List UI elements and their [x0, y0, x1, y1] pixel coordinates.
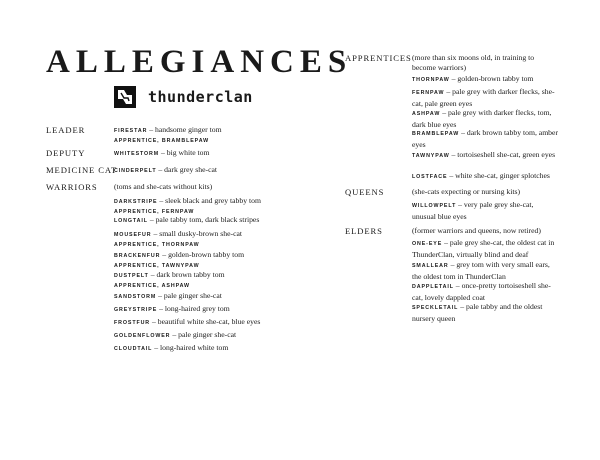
cat-name: SANDSTORM	[114, 294, 157, 300]
cat-description: – dark brown tabby tom, amber eyes	[412, 128, 559, 149]
apprentice-line: APPRENTICE, TAWNYPAW	[114, 262, 200, 269]
cat-description: – very pale grey she-cat, unusual blue eyes	[412, 200, 534, 221]
apprentice-line: APPRENTICE, BRAMBLEPAW	[114, 137, 210, 144]
cat-name: WHITESTORM	[114, 151, 160, 157]
cat-name: ASHPAW	[412, 111, 441, 117]
cat-description: – big white tom	[161, 148, 210, 157]
entry-dappletail	[412, 281, 558, 302]
section-label-deputy: DEPUTY	[46, 148, 86, 158]
cat-description: – once-pretty tortoiseshell she-cat, lovely dappled coat	[412, 281, 551, 302]
cat-description: – tortoiseshell she-cat, green eyes	[451, 150, 556, 159]
entry-darkstripe	[114, 196, 284, 217]
cat-name: CINDERPELT	[114, 168, 157, 174]
section-label-queens: QUEENS	[345, 187, 385, 197]
right-page	[300, 0, 600, 460]
cat-name: BRACKENFUR	[114, 253, 161, 259]
apprentice-line: APPRENTICE, ASHPAW	[114, 282, 190, 289]
cat-name: TAWNYPAW	[412, 153, 450, 159]
entry-sandstorm	[114, 291, 284, 303]
cat-description: – beautiful white she-cat, blue eyes	[151, 317, 261, 326]
elders-note: (former warriors and queens, now retired)	[412, 226, 541, 235]
cat-name: FIRESTAR	[114, 128, 148, 134]
page-title: ALLEGIANCES	[46, 44, 353, 80]
cat-name: DUSTPELT	[114, 273, 149, 279]
entry-cinderpelt	[114, 165, 284, 177]
cat-name: LOSTFACE	[412, 174, 448, 180]
entry-ashpaw	[412, 108, 558, 129]
entry-whitestorm	[114, 148, 284, 160]
entry-brackenfur	[114, 250, 284, 271]
cat-description: – pale grey with darker flecks, tom, dark blue eyes	[412, 108, 552, 129]
apprentice-line: APPRENTICE, THORNPAW	[114, 241, 200, 248]
entry-lostface	[412, 171, 558, 183]
cat-description: – small dusky-brown she-cat	[153, 229, 243, 238]
entry-smallear	[412, 260, 558, 281]
entry-thornpaw	[412, 74, 558, 86]
queens-note: (she-cats expecting or nursing kits)	[412, 187, 521, 196]
cat-name: MOUSEFUR	[114, 232, 152, 238]
entry-dustpelt	[114, 270, 284, 291]
cat-description: – grey tom with very small ears, the oldest tom in ThunderClan	[412, 260, 550, 281]
cat-name: CLOUDTAIL	[114, 346, 153, 352]
cat-description: – pale ginger she-cat	[158, 291, 222, 300]
cat-description: – dark grey she-cat	[158, 165, 218, 174]
entry-frostfur	[114, 317, 289, 329]
clan-name: thunderclan	[148, 88, 253, 106]
entry-greystripe	[114, 304, 284, 316]
entry-mousefur	[114, 229, 284, 250]
section-label-apprentices: APPRENTICES	[345, 53, 412, 63]
cat-description: – dark brown tabby tom	[150, 270, 225, 279]
entry-goldenflower	[114, 330, 284, 342]
cat-name: BRAMBLEPAW	[412, 131, 460, 137]
entry-longtail	[114, 215, 289, 227]
apprentices-note: (more than six moons old, in training to become warriors)	[412, 53, 535, 72]
cat-description: – golden-brown tabby tom	[451, 74, 534, 83]
cat-name: GOLDENFLOWER	[114, 333, 171, 339]
cat-description: – pale tabby and the oldest nursery queen	[412, 302, 543, 323]
cat-description: – white she-cat, ginger splotches	[449, 171, 550, 180]
cat-description: – long-haired white tom	[154, 343, 229, 352]
cat-description: – handsome ginger tom	[149, 125, 222, 134]
cat-name: SMALLEAR	[412, 263, 449, 269]
cat-name: FERNPAW	[412, 90, 445, 96]
apprentice-line: APPRENTICE, FERNPAW	[114, 208, 195, 215]
cat-description: – pale grey with darker flecks, she-cat, pale green eyes	[412, 87, 555, 108]
thunderclan-logo-icon	[114, 86, 136, 108]
cat-name: FROSTFUR	[114, 320, 151, 326]
entry-willowpelt	[412, 200, 558, 221]
section-label-elders: ELDERS	[345, 226, 383, 236]
entry-one-eye	[412, 238, 558, 259]
entry-cloudtail	[114, 343, 284, 355]
section-label-medicine-cat: MEDICINE CAT	[46, 165, 118, 175]
cat-name: DAPPLETAIL	[412, 284, 454, 290]
entry-speckletail	[412, 302, 558, 323]
cat-description: – pale grey she-cat, the oldest cat in ThunderClan, virtually blind and deaf	[412, 238, 555, 259]
entry-fernpaw	[412, 87, 558, 108]
cat-name: GREYSTRIPE	[114, 307, 158, 313]
cat-name: SPECKLETAIL	[412, 305, 459, 311]
section-label-warriors: WARRIORS	[46, 182, 98, 192]
warriors-note: (toms and she-cats without kits)	[114, 182, 213, 191]
cat-name: LONGTAIL	[114, 218, 148, 224]
cat-description: – pale tabby tom, dark black stripes	[149, 215, 260, 224]
cat-name: DARKSTRIPE	[114, 199, 158, 205]
cat-description: – long-haired grey tom	[159, 304, 230, 313]
section-label-leader: LEADER	[46, 125, 86, 135]
cat-name: THORNPAW	[412, 77, 450, 83]
cat-description: – sleek black and grey tabby tom	[159, 196, 261, 205]
cat-name: WILLOWPELT	[412, 203, 457, 209]
cat-name: ONE-EYE	[412, 241, 443, 247]
cat-description: – pale ginger she-cat	[172, 330, 237, 339]
entry-bramblepaw	[412, 128, 558, 149]
cat-description: – golden-brown tabby tom	[162, 250, 245, 259]
entry-firestar	[114, 125, 284, 146]
entry-tawnypaw	[412, 150, 558, 162]
